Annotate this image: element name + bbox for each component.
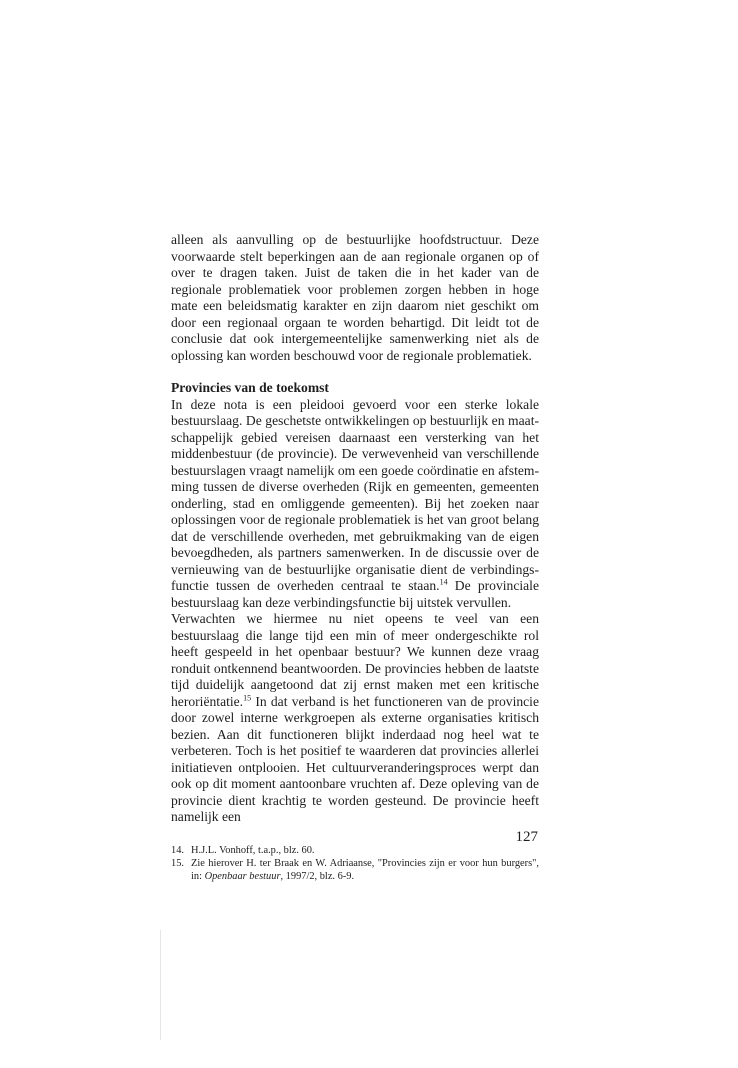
section-heading: Provincies van de toekomst xyxy=(171,380,329,395)
paragraph-2-text: In deze nota is een pleidooi gevoerd voor een sterke lokale bestuurslaag. De geschetste ontwikkelingen op bestuurlijk en maatschappelijk gebied vereisen daarnaast een versterking van het middenbestuur (de provincie). De verwevenheid van verschillende bestuurslagen vraagt namelijk om een goede coördinatie en afstemming tussen de diverse overheden (Rijk en gemeenten, gemeenten onderling, stad en omliggende gemeenten). Bij het zoeken naar oplossingen voor de regionale problematiek is het van groot belang dat de verschillende overheden, met gebruikmaking van de eigen bevoegdheden, als partners samenwerken. In de discussie over de vernieuwing van de bestuurlijke organisatie dient de verbindingsfunctie tussen de overheden centraal te staan. xyxy=(171,396,539,593)
page-edge-shadow xyxy=(160,930,161,1040)
body-paragraph-3 xyxy=(171,611,539,826)
footnote-text-before: Zie hierover H. ter Braak en W. Adriaanse, "Provincies zijn er voor hun burgers", in: xyxy=(191,857,539,882)
paragraph-2-continuation: De provinciale bestuurslaag kan deze verbindingsfunctie bij uitstek vervullen. xyxy=(171,578,539,610)
footnote-15 xyxy=(171,857,539,883)
text-column xyxy=(171,232,539,883)
footnote-number: 14. xyxy=(171,844,184,856)
footnote-ref-14: 14 xyxy=(439,577,448,587)
paragraph-3-text: Verwachten we hiermee nu niet opeens te veel van een bestuurslaag die lange tijd een min of meer ondergeschikte rol heeft gespeeld in het openbaar bestuur? We kunnen deze vraag ronduit ontkennend beantwoorden. De provincies hebben de laatste tijd duidelijk aangetoond dat zij ernst maken met een kritische heroriëntatie. xyxy=(171,611,539,709)
footnote-text: H.J.L. Vonhoff, t.a.p., blz. 60. xyxy=(191,844,315,856)
body-paragraph-1: alleen als aanvulling op de bestuurlijke hoofdstructuur. Deze voorwaarde stelt beperkingen aan de aan regionale organen op of over te dragen taken. Juist de taken die in het kader van de regionale problematiek voor problemen zorgen hebben in hoge mate een beleidsmatig karakter en zijn daarom niet geschikt om door een regionaal orgaan te worden behartigd. Dit leidt tot de conclusie dat ook intergemeentelijke samenwerking niet als de oplossing kan worden beschouwd voor de regionale problematiek. xyxy=(171,232,539,363)
footnote-ref-15: 15 xyxy=(243,692,252,702)
page-number: 127 xyxy=(515,829,538,845)
footnote-number: 15. xyxy=(171,857,184,869)
footnote-text xyxy=(191,857,539,883)
footnotes xyxy=(171,844,539,883)
footnote-text-after: , 1997/2, blz. 6-9. xyxy=(280,870,355,882)
footnote-journal-title: Openbaar bestuur xyxy=(204,870,281,882)
paragraph-3-continuation: In dat verband is het functioneren van de provincie door zowel interne werkgroepen als externe organisaties kritisch bezien. Aan dit functioneren blijkt inderdaad nog heel wat te verbeteren. Toch is het positief te waarderen dat provincies allerlei initiatieven ontplooien. Het cultuurveranderingsproces werpt dan ook op dit moment aantoonbare vruchten af. Deze opleving van de provincie dient krachtig te worden gesteund. De provincie heeft namelijk een xyxy=(171,693,539,824)
body-paragraph-2 xyxy=(171,397,539,612)
